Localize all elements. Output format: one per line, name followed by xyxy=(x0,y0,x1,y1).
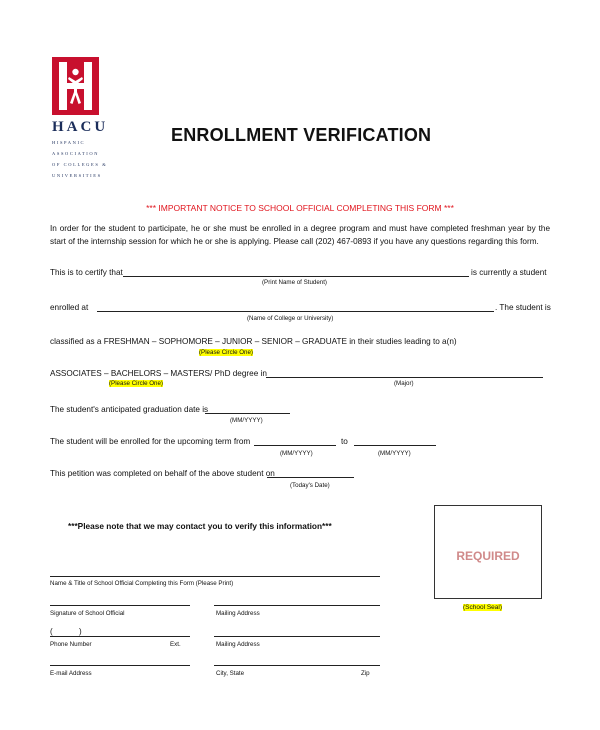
graduation-label: The student's anticipated graduation date is xyxy=(50,405,209,414)
classification-text: classified as a FRESHMAN – SOPHOMORE – JUNIOR – SENIOR – GRADUATE in their studies leading to a(n) xyxy=(50,337,457,346)
mailing-address-caption-1: Mailing Address xyxy=(216,610,260,617)
important-notice: *** IMPORTANT NOTICE TO SCHOOL OFFICIAL COMPLETING THIS FORM *** xyxy=(146,203,454,213)
page-title: ENROLLMENT VERIFICATION xyxy=(171,125,432,145)
name-title-caption: Name & Title of School Official Completing this Form (Please Print) xyxy=(50,580,234,587)
logo-subline-1: HISPANIC xyxy=(52,140,86,145)
degree-text: ASSOCIATES – BACHELORS – MASTERS/ PhD degree in xyxy=(50,369,267,378)
mmyyyy-caption-1: (MM/YYYY) xyxy=(230,417,263,424)
phone-field[interactable] xyxy=(50,636,190,637)
circle-one-caption-2: (Please Circle One) xyxy=(109,380,163,387)
signature-caption: Signature of School Official xyxy=(50,610,125,617)
logo-wordmark: HACU xyxy=(52,119,109,135)
mmyyyy-caption-2: (MM/YYYY) xyxy=(280,450,313,457)
petition-label: This petition was completed on behalf of the above student on xyxy=(50,469,275,478)
school-seal-caption: (School Seal) xyxy=(463,604,503,611)
name-title-field[interactable] xyxy=(50,576,380,577)
city-state-caption: City, State xyxy=(216,670,245,677)
logo-subline-3: OF COLLEGES & xyxy=(52,162,108,167)
logo-subline-4: UNIVERSITIES xyxy=(52,173,102,178)
college-caption: (Name of College or University) xyxy=(247,315,334,322)
term-label: The student will be enrolled for the upcoming term from xyxy=(50,437,251,446)
seal-required-label: REQUIRED xyxy=(456,549,520,563)
mailing-address-caption-2: Mailing Address xyxy=(216,641,260,648)
circle-one-caption-1: (Please Circle One) xyxy=(199,349,253,356)
phone-open-paren: ( xyxy=(50,627,53,636)
enrolled-label: enrolled at xyxy=(50,303,89,312)
email-field[interactable] xyxy=(50,665,190,666)
intro-paragraph: In order for the student to participate, he or she must be enrolled in a degree program and must have completed freshman year by the start of the internship session for which he or she is applying. Please call (202) 467-0893 if you have any questions regarding this form. xyxy=(50,224,550,246)
ext-caption: Ext. xyxy=(170,641,181,648)
term-to-label: to xyxy=(341,437,348,446)
certify-suffix: is currently a student xyxy=(471,268,547,277)
college-name-field[interactable] xyxy=(97,311,494,312)
major-caption: (Major) xyxy=(394,380,414,387)
major-field[interactable] xyxy=(266,377,543,378)
todays-date-field[interactable] xyxy=(267,477,354,478)
phone-caption: Phone Number xyxy=(50,641,92,648)
email-caption: E-mail Address xyxy=(50,670,92,677)
contact-note: ***Please note that we may contact you to verify this information*** xyxy=(68,521,332,531)
graduation-date-field[interactable] xyxy=(205,413,290,414)
print-name-caption: (Print Name of Student) xyxy=(262,279,327,286)
mailing-address-field-1[interactable] xyxy=(214,605,380,606)
student-name-field[interactable] xyxy=(123,276,469,277)
term-end-field[interactable] xyxy=(354,445,436,446)
mmyyyy-caption-3: (MM/YYYY) xyxy=(378,450,411,457)
city-state-zip-field[interactable] xyxy=(214,665,380,666)
certify-label: This is to certify that xyxy=(50,268,123,277)
phone-close-paren: ) xyxy=(79,627,82,636)
signature-field[interactable] xyxy=(50,605,190,606)
mailing-address-field-2[interactable] xyxy=(214,636,380,637)
hacu-logo xyxy=(52,57,99,115)
term-start-field[interactable] xyxy=(254,445,336,446)
hacu-logo-mark-icon xyxy=(52,57,99,115)
enrolled-suffix: . The student is xyxy=(495,303,551,312)
zip-caption: Zip xyxy=(361,670,370,677)
todays-date-caption: (Today's Date) xyxy=(290,482,330,489)
logo-subline-2: ASSOCIATION xyxy=(52,151,100,156)
